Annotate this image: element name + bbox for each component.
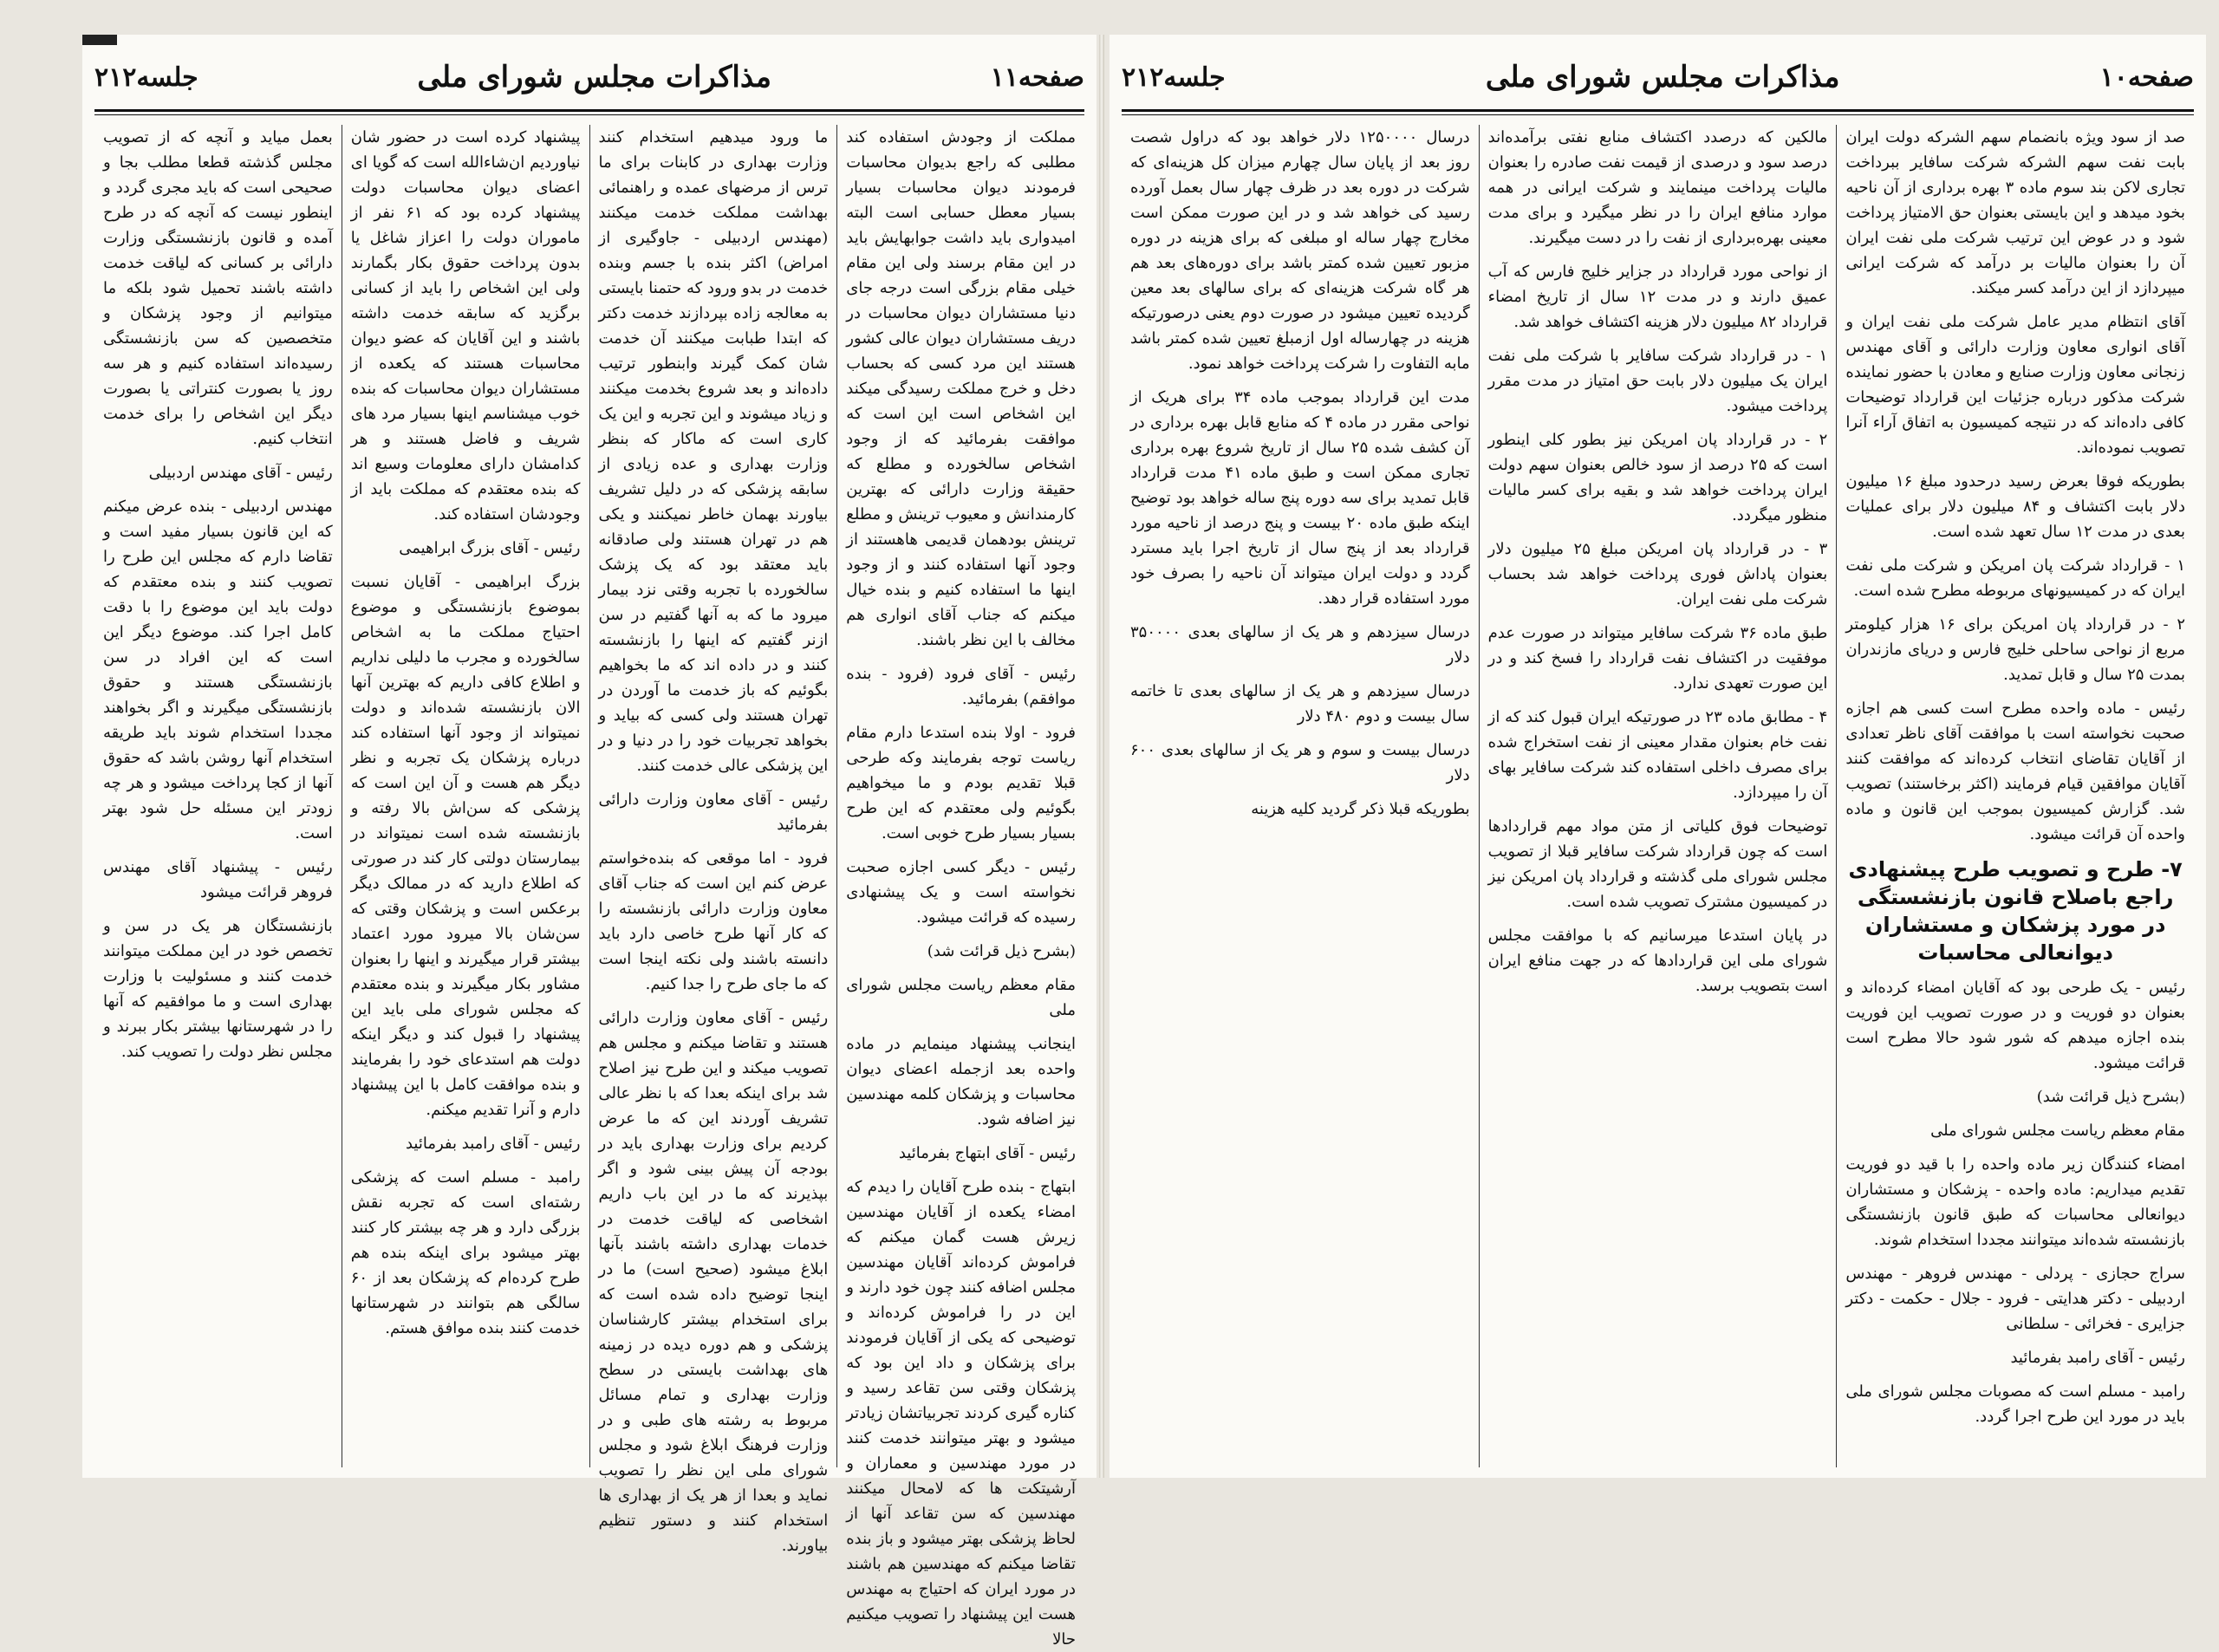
paragraph: آقای انتظام مدیر عامل شرکت ملی نفت ایران و آقای انواری معاون وزارت دارائی و آقای مهندس زنجانی معاون وزارت صنایع و معادن با حضور نماینده شرکت مذکور درباره جزئیات این قرارداد توضیحات کافی داده‌اند که در نتیجه کمیسیون به اتفاق آراء آنرا تصویب نموده‌اند. (1845, 313, 2185, 457)
text-column (94, 125, 342, 1467)
paragraph: بعمل میاید و آنچه که از تصویب مجلس گذشته قطعا مطلب بجا و صحیحی است که باید مجری گردد و اینطور نیست که آنچه که در طرح آمده و قانون بازنشستگی وزارت دارائی بر کسانی که لیاقت خدمت داشته باشند تحمیل شود بلکه ما میتوانیم از وجود پزشکان و متخصصین که سن بازنشستگی رسیده‌اند استفاده کنیم و هر سه روز یا بصورت کنتراتی یا بصورت دیگر این اشخاص را برای خدمت انتخاب کنیم. (103, 128, 333, 448)
paragraph: رئیس - آقای ابتهاج بفرمائید (898, 1144, 1076, 1162)
paragraph: بطوریکه فوقا بعرض رسید درحدود مبلغ ۱۶ میلیون دلار بابت اکتشاف و ۸۴ میلیون دلار برای عملیات بعدی در مدت ۱۲ سال تعهد شده است. (1845, 472, 2186, 541)
paragraph: اینجانب پیشنهاد مینمایم در ماده واحده بعد ازجمله اعضای دیوان محاسبات و پزشکان کلمه مهندسین نیز اضافه شود. (846, 1035, 1076, 1128)
session-number: جلسه۲۱۲ (94, 62, 198, 93)
paragraph: بازنشستگان هر یک در سن و تخصص خود در این مملکت میتوانند خدمت کنند و مسئولیت با وزارت بهداری است و ما موافقیم که آنها را در شهرستانها بیشتر بکار ببرند و مجلس نظر دولت را تصویب کند. (103, 917, 333, 1061)
paragraph: ۲ - در قرارداد پان امریکن برای ۱۶ هزار کیلومتر مربع از نواحی ساحلی خلیج فارس و دریای مازندران بمدت ۲۵ سال و قابل تمدید. (1845, 615, 2186, 684)
paragraph: مقام معظم ریاست مجلس شورای ملی (846, 976, 1076, 1019)
paragraph: مملکت از وجودش استفاده کند مطلبی که راجع بدیوان محاسبات فرمودند دیوان محاسبات بسیار بسیار معطل حسابی است البته امیدواری باید داشت جوابهایش باید در این مقام برسند ولی این مقام خیلی مقام بزرگی است درجه جای دنیا مستشاران دیوان محاسبات در دریف مستشاران دیوان عالی کشور هستند این مرد کسی که بحساب دخل و خرج مملکت رسیدگی میکند این اشخاص است این است که موافقت بفرمائید که از وجود اشخاص سالخورده و مطلع که حقیقة وزارت دارائی که بهترین کارمندانش و معیوب ترینش و مطلع ترینش بودهمان قدیمی هاهستند از وجود آنها استفاده کنند و از وجود اینها ما استفاده کنیم و بنده خیال میکنم که جناب آقای انواری هم مخالف با این نظر باشند. (846, 128, 1076, 649)
journal-title: مذاکرات مجلس شورای ملی (1485, 60, 1840, 94)
paragraph: رئیس - یک طرحی بود که آقایان امضاء کرده‌اند و بعنوان دو فوریت و در صورت تصویب این فوریت بنده اجازه میدهم که شور شود حالا مطرح است قرائت میشود. (1845, 979, 2185, 1072)
paragraph: فرود - اولا بنده استدعا دارم مقام ریاست توجه بفرمایند وکه طرحی قبلا تقدیم بودم و ما میخواهیم بگوئیم ولی معتقدم که این طرح بسیار بسیار طرح خوبی است. (846, 724, 1076, 842)
header-rule (94, 109, 1084, 112)
text-column (589, 125, 837, 1555)
paragraph: مدت این قرارداد بموجب ماده ۳۴ برای هریک از نواحی مقرر در ماده ۴ که منابع قابل بهره برداری در آن کشف شده ۲۵ سال از تاریخ شروع بهره برداری تجاری ممکن است و طبق ماده ۴۱ مدت قرارداد قابل تمدید برای سه دوره پنج ساله خواهد بود توضیح اینکه طبق ماده ۲۰ بیست و پنج درصد از ناحیه مورد قرارداد بعد از پنج سال از تاریخ اجرا باید مسترد گردد و دولت ایران میتواند آن ناحیه را بصرف خود مورد استفاده قرار دهد. (1129, 388, 1470, 608)
paragraph: رئیس - آقای معاون وزارت دارائی هستند و تقاضا میکنم و مجلس هم تصویب میکند و این طرح نیز اصلاح شد برای اینکه بعدا که با نظر عالی تشریف آوردند این که ما عرض کردیم برای وزارت بهداری باید در بودجه آن پیش بینی شود و اگر بپذیرند که ما در این باب داریم اشخاصی که لیاقت خدمت در خدمات بهداری داشته باشند بآنها ابلاغ میشود (صحیح است) ما در اینجا توضیح داده شده است که برای استخدام بیشتر کارشناسان پزشکی و هم دوره دیده در زمینه های بهداشت بایستی در سطح وزارت بهداری و تمام مسائل مربوط به رشته های طبی و در وزارت فرهنگ ابلاغ شود و مجلس شورای ملی این نظر را تصویب نماید و بعدا از هر یک از بهداری ها استخدام کنند و دستور تنظیم بیاورند. (598, 1009, 829, 1555)
paragraph: بزرگ ابراهیمی - آقایان نسبت بموضوع بازنشستگی و موضوع احتیاج مملکت ما به اشخاص سالخورده و مجرب ما دلیلی نداریم و اطلاع کافی داریم که بهترین آنها الان بازنشسته شده‌اند و دولت نمیتواند از وجود آنها استفاده کند درباره پزشکان یک تجربه و نظر دیگر هم هست و آن این است که پزشکی که سن‌اش بالا رفته و بازنشسته شده است نمیتواند در بیمارستان دولتی کار کند در صورتی که اطلاع دارید که در ممالک دیگر برعکس است و پزشکان وقتی که سن‌شان بالا میرود مورد اعتماد بیشتر قرار میگیرند و اینها را بعنوان مشاور بکار میگیرند و بنده معتقدم که مجلس شورای ملی باید این پیشنهاد را قبول کند و دیگر اینکه دولت هم استدعای خود را بفرمایند و بنده موافقت کامل با این پیشنهاد دارم و آنرا تقدیم میکنم. (350, 573, 581, 1119)
paragraph: در پایان استدعا میرسانیم که با موافقت مجلس شورای ملی این قراردادها که در جهت منافع ایران است بتصویب برسد. (1487, 927, 1828, 995)
paragraph: رئیس - آقای مهندس اردبیلی (148, 464, 333, 482)
paragraph: فرود - اما موقعی که بنده‌خواستم عرض کنم این است که جناب آقای معاون وزارت دارائی بازنشسته را که کار آنها طرح خاصی دارد باید دانسته باشند ولی نکته اینجا است که ما جای طرح را جدا کنیم. (598, 849, 829, 993)
paragraph: رامبد - مسلم است که پزشکی رشته‌ای است که تجربه نقش بزرگی دارد و هر چه بیشتر کار کنند بهتر میشود برای اینکه بنده هم طرح کرده‌ام که پزشکان بعد از ۶۰ سالگی هم بتوانند در شهرستانها خدمت کنند بنده موافق هستم. (350, 1168, 581, 1337)
corner-mark (82, 35, 117, 45)
right-text-columns (1122, 125, 2194, 1467)
paragraph: رئیس - ماده واحده مطرح است کسی هم اجازه صحبت نخواسته است با موافقت آقای ناظر تعدادی از آقایان تقاضای انتخاب کرده‌اند که موافقت کنند آقایان موافقین قیام فرمایند (اکثر برخاستند) تصویب شد. گزارش کمیسیون بموجب این قانون و ماده واحده آن قرائت میشود. (1845, 699, 2185, 843)
paragraph: رئیس - آقای رامبد بفرمائید (2010, 1349, 2185, 1367)
text-column (836, 125, 1084, 1649)
paragraph: ۲ - در قرارداد پان امریکن نیز بطور کلی اینطور است که ۲۵ درصد از سود خالص بعنوان سهم دولت ایران پرداخت خواهد شد و بقیه برای کسر مالیات منظور میگردد. (1487, 431, 1828, 524)
paragraph: امضاء کنندگان زیر ماده واحده را با قید دو فوریت تقدیم میداریم: ماده واحده - پزشکان و مستشاران دیوانعالی محاسبات که طبق قانون بازنشستگی بازنشسته شده‌اند میتوانند مجددا استخدام شوند. (1845, 1155, 2185, 1249)
paragraph: رامبد - مسلم است که مصوبات مجلس شورای ملی باید در مورد این طرح اجرا گردد. (1845, 1382, 2185, 1426)
header-rule (1122, 109, 2194, 112)
paragraph: درسال بیست و سوم و هر یک از سالهای بعدی ۶۰۰ دلار (1129, 741, 1470, 784)
paragraph: مهندس اردبیلی - بنده عرض میکنم که این قانون بسیار مفید است و تقاضا دارم که مجلس این طرح را تصویب کنند و بنده معتقدم که دولت باید این موضوع را با دقت کامل اجرا کند. موضوع دیگر این است که این افراد در سن بازنشستگی هستند و حقوق بازنشستگی میگیرند و اگر بخواهند مجددا استخدام شوند باید طریقه استخدام آنها روشن باشد که حقوق آنها از کجا پرداخت میشود و هر چه زودتر این مسئله حل شود بهتر است. (103, 498, 333, 842)
paragraph: (بشرح ذیل قرائت شد) (2036, 1088, 2185, 1106)
left-page (82, 35, 1096, 1649)
page-number: صفحه۱۱ (990, 62, 1084, 93)
book-gutter (1099, 35, 1104, 1478)
text-column (1479, 125, 1837, 1467)
paragraph: ۳ - در قرارداد پان امریکن مبلغ ۲۵ میلیون دلار بعنوان پاداش فوری پرداخت خواهد شد بحساب شرکت ملی نفت ایران. (1487, 540, 1828, 608)
header-rule-thin (94, 114, 1084, 115)
page-number: صفحه۱۰ (2099, 62, 2194, 93)
paragraph: (بشرح ذیل قرائت شد) (927, 942, 1076, 960)
paragraph: طبق ماده ۳۶ شرکت سافایر میتواند در صورت عدم موفقیت در اکتشاف نفت قرارداد را فسخ کند و در این صورت تعهدی ندارد. (1487, 624, 1828, 693)
paragraph: ۱ - در قرارداد شرکت سافایر با شرکت ملی نفت ایران یک میلیون دلار بابت حق امتیاز در مدت مقرر پرداخت میشود. (1487, 347, 1828, 415)
paragraph: درسال سیزدهم و هر یک از سالهای بعدی تا خاتمه سال بیست و دوم ۴۸۰ دلار (1129, 682, 1470, 725)
paragraph: رئیس - آقای بزرگ ابراهیمی (399, 539, 581, 557)
text-column (1122, 125, 1479, 1467)
text-column (1836, 125, 2194, 1467)
paragraph: ابتهاج - بنده طرح آقایان را دیدم که امضاء یکعده از آقایان مهندسین زیرش هست گمان میکنم که فراموش کرده‌اند آقایان مهندسین مجلس اضافه کنند چون خود دارند و این در را فراموش کرده‌اند و توضیحی که یکی از آقایان فرمودند برای پزشکان و داد این بود که پزشکان وقتی سن تقاعد رسید و کناره گیری کردند تجربیاتشان زیادتر میشود و بهتر میتوانند خدمت کنند در مورد مهندسین و معماران و آرشیتکت ها که لامحال میکنند مهندسین که سن تقاعد آنها از لحاظ پزشکی بهتر میشود و باز بنده تقاضا میکنم که مهندسین هم باشند در مورد ایران که احتیاج به مهندس هست این پیشنهاد را تصویب میکنیم حالا (846, 1178, 1076, 1649)
session-number: جلسه۲۱۲ (1122, 62, 1226, 93)
paragraph: رئیس - آقای رامبد بفرمائید (405, 1135, 581, 1153)
paragraph: رئیس - دیگر کسی اجازه صحبت نخواسته است و یک پیشنهادی رسیده که قرائت میشود. (846, 858, 1076, 927)
paragraph: رئیس - آقای فرود (فرود - بنده موافقم) بفرمائید. (846, 665, 1076, 708)
paragraph: مالکین که درصدد اکتشاف منابع نفتی برآمده‌اند درصد سود و درصدی از قیمت نفت صادره را بعنوان مالیات پرداخت مینمایند و شرکت ایرانی در همه موارد منافع ایران را در نظر میگیرد و برای مدت معینی بهره‌برداری از نفت را در دست میگیرند. (1487, 128, 1828, 247)
text-column (342, 125, 589, 1467)
paragraph: صد از سود ویژه بانضمام سهم الشرکه دولت ایران بابت نفت سهم الشرکه شرکت سافایر ببرداخت تجاری لاکن بند سوم ماده ۳ بهره برداری از آن ناحیه بخود میدهد و این بایستی بعنوان حق الامتیاز پرداخت شود و در عوض این ترتیب شرکت ملی نفت ایران آن را بعنوان مالیات بر درآمد که شرکت ایرانی میپردازد از این درآمد کسر میکند. (1845, 128, 2186, 297)
right-page (1110, 35, 2206, 1478)
left-running-head (94, 47, 1084, 107)
section-heading: ۷- طرح و تصویب طرح پیشنهادی راجع باصلاح قانون بازنشستگی در مورد پزشکان و مستشاران دیوانعالی محاسبات (1848, 857, 2183, 965)
paragraph: سراج حجازی - پردلی - مهندس فروهر - مهندس اردبیلی - دکتر هدایتی - فرود - جلال - حکمت - دکتر جزایری - فخرائی - سلطانی (1845, 1265, 2185, 1333)
header-rule-thin (1122, 114, 2194, 115)
paragraph: مقام معظم ریاست مجلس شورای ملی (1930, 1122, 2185, 1140)
left-text-columns (94, 125, 1084, 1649)
paragraph: ۱ - قرارداد شرکت پان امریکن و شرکت ملی نفت ایران که در کمیسیونهای مربوطه مطرح شده است. (1845, 556, 2185, 600)
paragraph: ۴ - مطابق ماده ۲۳ در صورتیکه ایران قبول کند که از نفت خام بعنوان مقدار معینی از نفت استخراج شده برای مصرف داخلی استفاده کند شرکت سافایر بهای آن را میپردازد. (1487, 708, 1828, 802)
paragraph: رئیس - پیشنهاد آقای مهندس فروهر قرائت میشود (103, 858, 333, 901)
paragraph: درسال سیزدهم و هر یک از سالهای بعدی ۳۵۰۰۰۰ دلار (1129, 623, 1470, 667)
journal-title: مذاکرات مجلس شورای ملی (417, 60, 771, 94)
paragraph: پیشنهاد کرده است در حضور شان نیاوردیم ان‌شاءالله است که گویا ای اعضای دیوان محاسبات دولت پیشنهاد کرده بود که ۶۱ نفر از ماموران دولت را اعزاز شاغل یا بدون پرداخت حقوق بکار بگمارند ولی این اشخاص را باید از کسانی برگزید که سابقه خدمت داشته باشند و این آقایان که عضو دیوان محاسبات هستند که یکعده از مستشاران دیوان محاسبات که بنده خوب میشناسم اینها بسیار مرد های شریف و فاضل هستند و هر کدامشان دارای معلومات وسیع اند که بنده معتقدم که مملکت باید از وجودشان استفاده کند. (350, 128, 581, 524)
right-running-head (1122, 47, 2194, 107)
paragraph: توضیحات فوق کلیاتی از متن مواد مهم قراردادها است که چون قرارداد شرکت سافایر قبلا از تصویب مجلس شورای ملی گذشته و قرارداد پان امریکن نیز در کمیسیون مشترک تصویب شده است. (1487, 817, 1828, 911)
paragraph: رئیس - آقای معاون وزارت دارائی بفرمائید (598, 790, 829, 834)
paragraph: از نواحی مورد قرارداد در جزایر خلیج فارس که آب عمیق دارند و در مدت ۱۲ سال از تاریخ امضاء قرارداد ۸۲ میلیون دلار هزینه اکتشاف خواهد شد. (1487, 263, 1828, 331)
paragraph: ما ورود میدهیم استخدام کنند وزارت بهداری در کابنات برای ما ترس از مرضهای عمده و راهنمائی بهداشت مملکت خدمت میکنند (مهندس اردبیلی - جاوگیری از امراض) اکثر بنده با جسم وبنده خدمت در بدو ورود که حتمنا بایستی به معالجه زاده بپردازند خدمت دکتر که ابتدا طبابت میکنند آن خدمت شان کمک گیرند وابنطور ترتیب داده‌اند و بعد شروع بخدمت میکنند و زیاد میشوند و این تجربه و این یک کاری است که ماکار که بنظر وزارت بهداری و عده زیادی از سابقه پزشکی که در دلیل تشریف بیاورند بهمان خاطر نمیکنند و یکی هم در تهران هستند ولی صادقانه باید معتقد بود که یک پزشک سالخورده با تجربه وقتی نزد بیمار میرود ما که به آنها گفتیم در سن ازنر گفتیم که اینها را بازنشسته کنند و در داده اند که ما بخواهیم بگوئیم که باز خدمت ما آوردن در تهران هستند ولی کسی که بیاید و بخواهد تجربیات خود را در دنیا و در این پزشکی عالی خدمت کنند. (598, 128, 829, 775)
paragraph: بطوریکه قبلا ذکر گردید کلیه هزینه (1251, 800, 1470, 818)
paragraph: درسال ۱۲۵۰۰۰۰ دلار خواهد بود که دراول شصت روز بعد از پایان سال چهارم میزان کل هزینه‌ای که شرکت در دوره بعد در ظرف چهار سال بعمل آورده رسید کی خواهد شد و در این صورت ممکن است مخارج چهار ساله او مبلغی که برای هزینه در دوره مزبور تعیین شده کمتر باشد برای دوره‌های بعد هم هر گاه شرکت هزینه‌ای که برای سالهای بعد معین گردیده تعیین میشود در صورت دوم یعنی درصورتیکه هزینه در چهارساله اول ازمبلغ تعیین شده کمتر باشد مابه التفاوت را شرکت پرداخت خواهد نمود. (1129, 128, 1470, 373)
